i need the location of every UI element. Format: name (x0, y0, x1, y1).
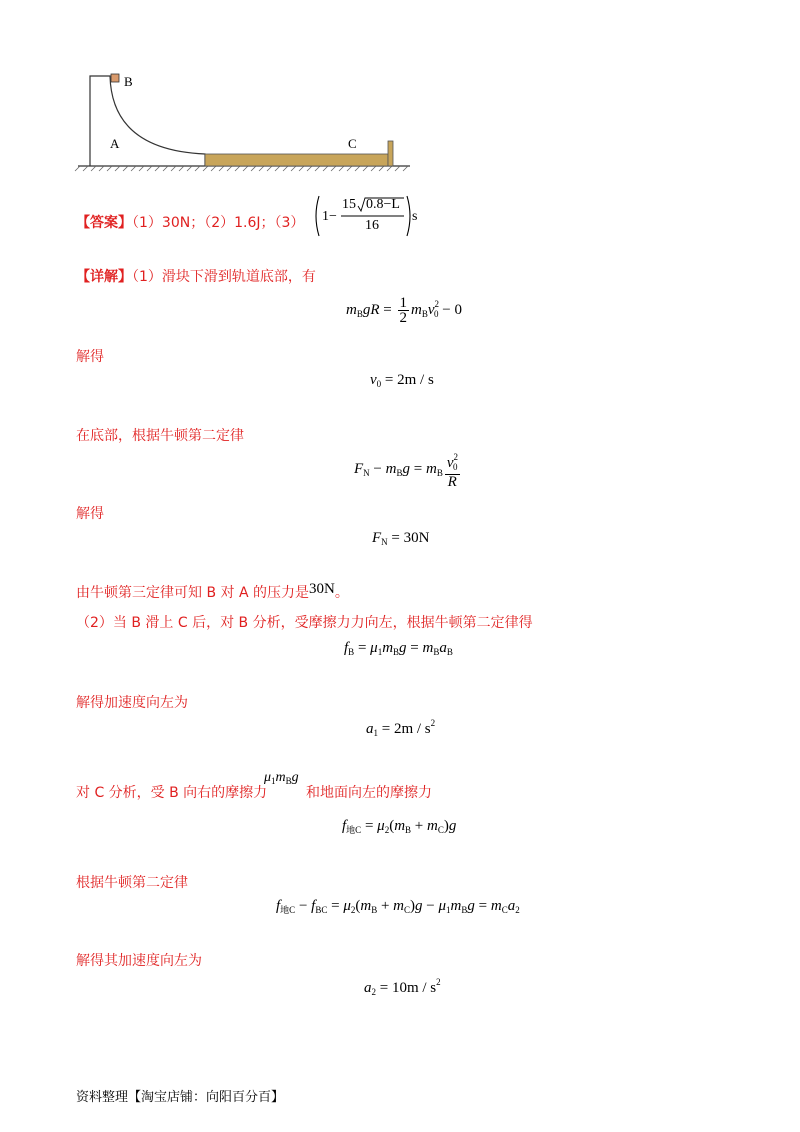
third-law-line (76, 582, 349, 602)
answer-expression (312, 192, 422, 245)
jiede-acc: 解得加速度向左为 (76, 695, 188, 711)
equation-v0: $v_0 = 2m / s$ (370, 372, 434, 389)
solution-intro-text: （1）滑块下滑到轨道底部，有 (132, 269, 316, 285)
c-analysis-post: 和地面向左的摩擦力 (306, 785, 432, 801)
plank-c (205, 154, 388, 166)
equation-mu1-mbg-inline: $\mu_1m_Bg$ (264, 770, 299, 786)
answer-expr-num-rad: 0.8−L (366, 197, 400, 212)
answer-part1: （1）30N； (132, 215, 205, 231)
jiede-1: 解得 (76, 349, 104, 365)
equation-c-newton2: $f_{地C} - f_{BC} = \mu_2(m_B + m_C)g - \mu_1m_Bg = m_Ca_2$ (276, 898, 520, 915)
equation-fn-result: $F_N = 30N$ (372, 530, 430, 547)
label-b: B (124, 74, 133, 89)
label-c: C (348, 136, 357, 151)
answer-prefix: 【答案】 (76, 215, 132, 231)
equation-a1: $a_1 = 2m / s^2$ (366, 718, 436, 738)
answer-part2: （2）1.6J； (204, 215, 275, 231)
newton2-text: 根据牛顿第二定律 (76, 875, 188, 891)
solution-prefix: 【详解】 (76, 269, 132, 285)
at-bottom-text: 在底部，根据牛顿第二定律 (76, 428, 244, 444)
c-analysis-pre: 对 C 分析，受 B 向右的摩擦力 (76, 785, 268, 801)
jiede-acc2: 解得其加速度向左为 (76, 953, 202, 969)
answer-expr-num-coef: 15 (342, 197, 356, 212)
third-law-text: 由牛顿第三定律可知 B 对 A 的压力是 (76, 585, 309, 601)
track-diagram-svg (70, 70, 420, 180)
c-analysis-line (76, 782, 267, 802)
equation-ground-friction: $f_{地C} = \mu_2(m_B + m_C)g$ (342, 818, 457, 835)
equation-normal-force: $F_N - m_Bg = m_B$ $\frac{v^2_0}{R}$ (354, 452, 458, 490)
track-a-outline (90, 76, 205, 166)
equation-friction-b: $f_B = \mu_1m_Bg = m_Ba_B$ (344, 640, 453, 657)
block-b (111, 74, 119, 82)
answer-part3: （3） (274, 215, 305, 231)
label-a: A (110, 136, 120, 151)
answer-expr-den: 16 (365, 218, 379, 233)
solution-intro (76, 266, 316, 286)
answer-expr-one: 1− (322, 209, 337, 224)
third-law-value: 30N (308, 581, 335, 597)
third-law-end: 。 (334, 585, 349, 601)
page-footer: 资料整理【淘宝店铺：向阳百分百】 (76, 1090, 285, 1105)
ground-hatch (75, 166, 408, 171)
answer-line (76, 212, 304, 232)
equation-energy: $m_BgR$ = $\frac{1}{2}$ $m_Bv^2_0 - 0$ (346, 295, 462, 326)
equation-a2: $a_2 = 10m / s^2$ (364, 977, 441, 997)
part2-text: （2）当 B 滑上 C 后，对 B 分析，受摩擦力力向左，根据牛顿第二定律得 (76, 615, 533, 631)
jiede-2: 解得 (76, 506, 104, 522)
answer-expr-unit: s (412, 209, 418, 224)
plank-stopper (388, 141, 393, 166)
physics-diagram (70, 70, 420, 180)
